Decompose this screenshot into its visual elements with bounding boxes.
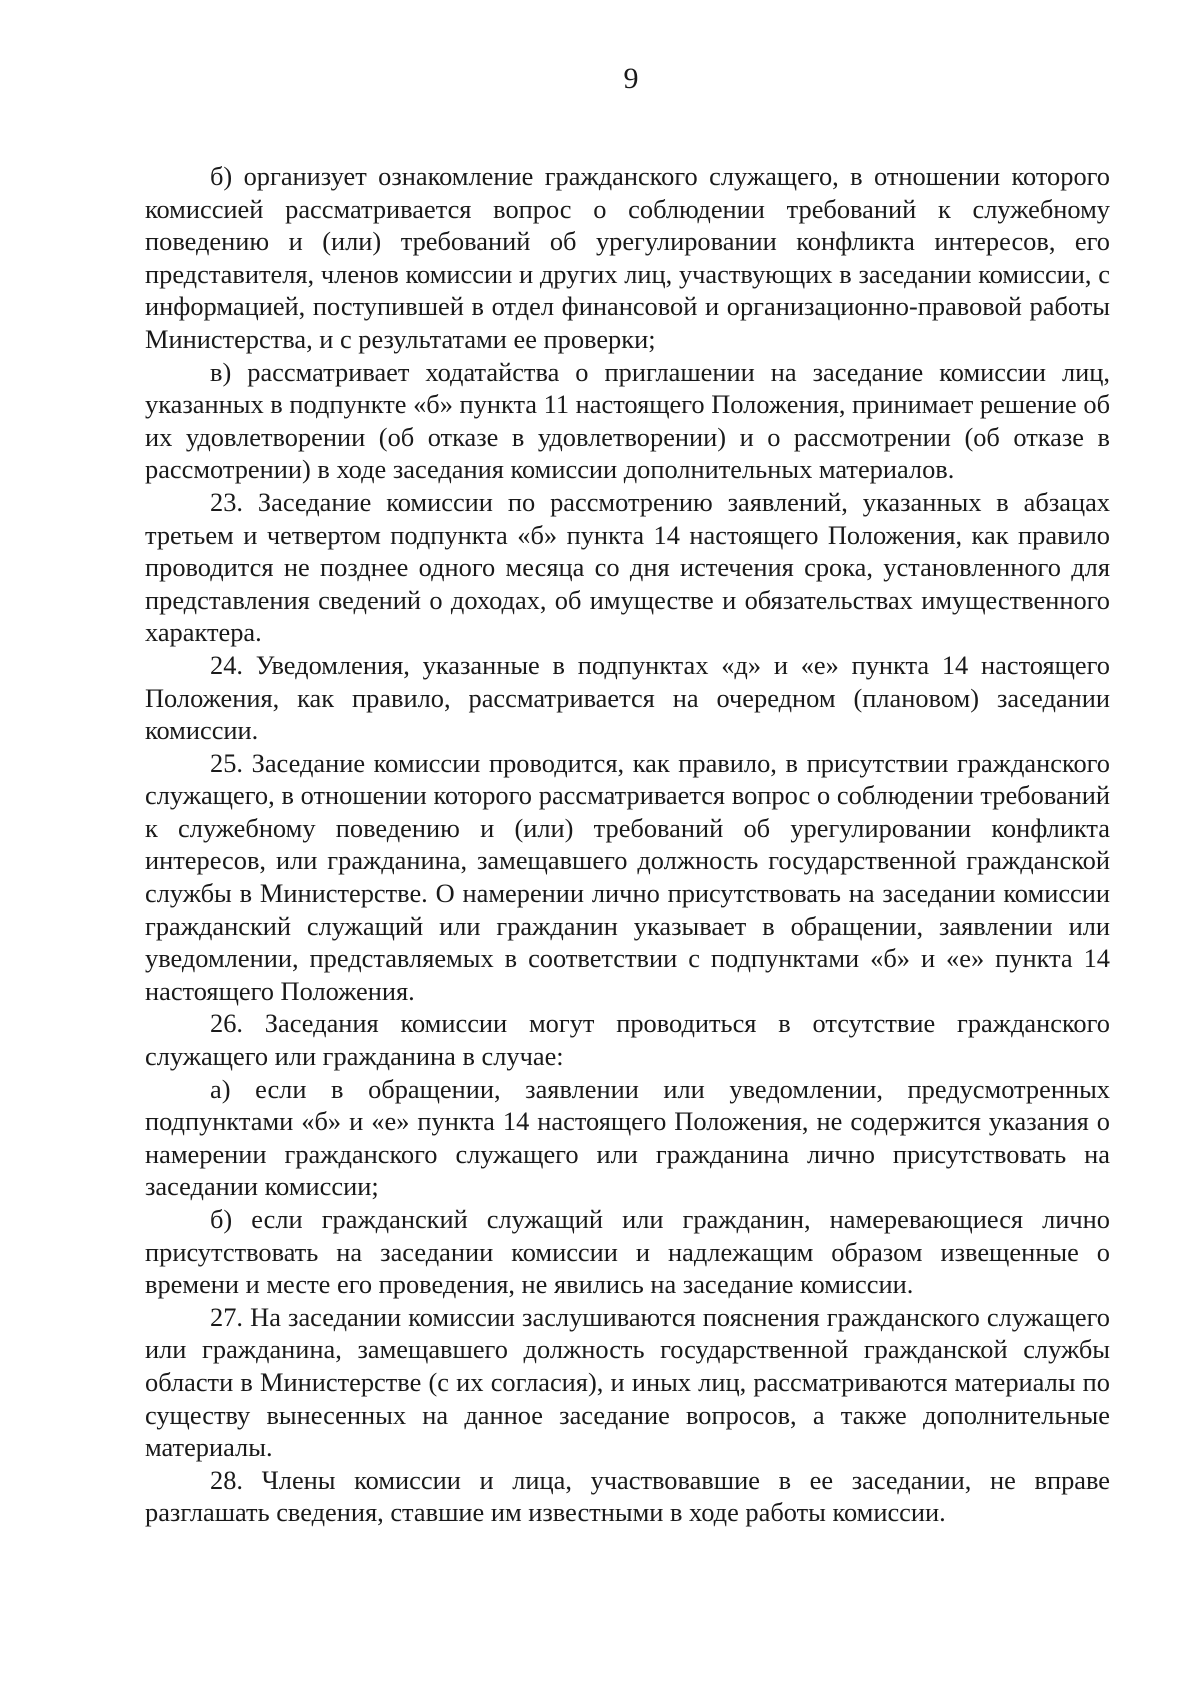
paragraph-23: 23. Заседание комиссии по рассмотрению заявлений, указанных в абзацах третьем и четвертом подпункта «б» пункта 14 настоящего Положения, как правило проводится не позднее одного месяца со дня истечения срока, установленного для представления сведений о доходах, об имуществе и обязательствах имущественного характера.	[145, 486, 1110, 648]
paragraph-27: 27. На заседании комиссии заслушиваются пояснения гражданского служащего или гражданина, замещавшего должность государственной гражданской службы области в Министерстве (с их согласия), и иных лиц, рассматриваются материалы по существу вынесенных на данное заседание вопросов, а также дополнительные материалы.	[145, 1301, 1110, 1463]
page-number: 9	[623, 62, 639, 95]
paragraph-25: 25. Заседание комиссии проводится, как правило, в присутствии гражданского служащего, в отношении которого рассматривается вопрос о соблюдении требований к служебному поведению и (или) требований об урегулировании конфликта интересов, или гражданина, замещавшего должность государственной гражданской службы в Министерстве. О намерении лично присутствовать на заседании комиссии гражданский служащий или гражданин указывает в обращении, заявлении или уведомлении, представляемых в соответствии с подпунктами «б» и «е» пункта 14 настоящего Положения.	[145, 747, 1110, 1006]
paragraph-26-sub-a: а) если в обращении, заявлении или уведомлении, предусмотренных подпунктами «б» и «е» пункта 14 настоящего Положения, не содержится указания о намерении гражданского служащего или гражданина лично присутствовать на заседании комиссии;	[145, 1073, 1110, 1202]
paragraph-26-sub-b: б) если гражданский служащий или гражданин, намеревающиеся лично присутствовать на заседании комиссии и надлежащим образом извещенные о времени и месте его проведения, не явились на заседание комиссии.	[145, 1204, 1110, 1300]
paragraph-sub-b-organizes-familiarization: б) организует ознакомление гражданского служащего, в отношении которого комиссией рассматривается вопрос о соблюдении требований к служебному поведению и (или) требований об урегулировании конфликта интересов, его представителя, членов комиссии и других лиц, участвующих в заседании комиссии, с информацией, поступившей в отдел финансовой и организационно-правовой работы Министерства, и с результатами ее проверки;	[145, 161, 1110, 354]
paragraph-24: 24. Уведомления, указанные в подпунктах «д» и «е» пункта 14 настоящего Положения, как правило, рассматривается на очередном (плановом) заседании комиссии.	[145, 649, 1110, 746]
paragraph-26: 26. Заседания комиссии могут проводиться в отсутствие гражданского служащего или гражданина в случае:	[145, 1008, 1110, 1072]
paragraph-sub-v-considers-petitions: в) рассматривает ходатайства о приглашении на заседание комиссии лиц, указанных в подпункте «б» пункта 11 настоящего Положения, принимает решение об их удовлетворении (об отказе в удовлетворении) и о рассмотрении (об отказе в рассмотрении) в ходе заседания комиссии дополнительных материалов.	[145, 356, 1110, 485]
document-body	[145, 160, 1110, 1529]
paragraph-28: 28. Члены комиссии и лица, участвовавшие в ее заседании, не вправе разглашать сведения, ставшие им известными в ходе работы комиссии.	[145, 1464, 1110, 1528]
